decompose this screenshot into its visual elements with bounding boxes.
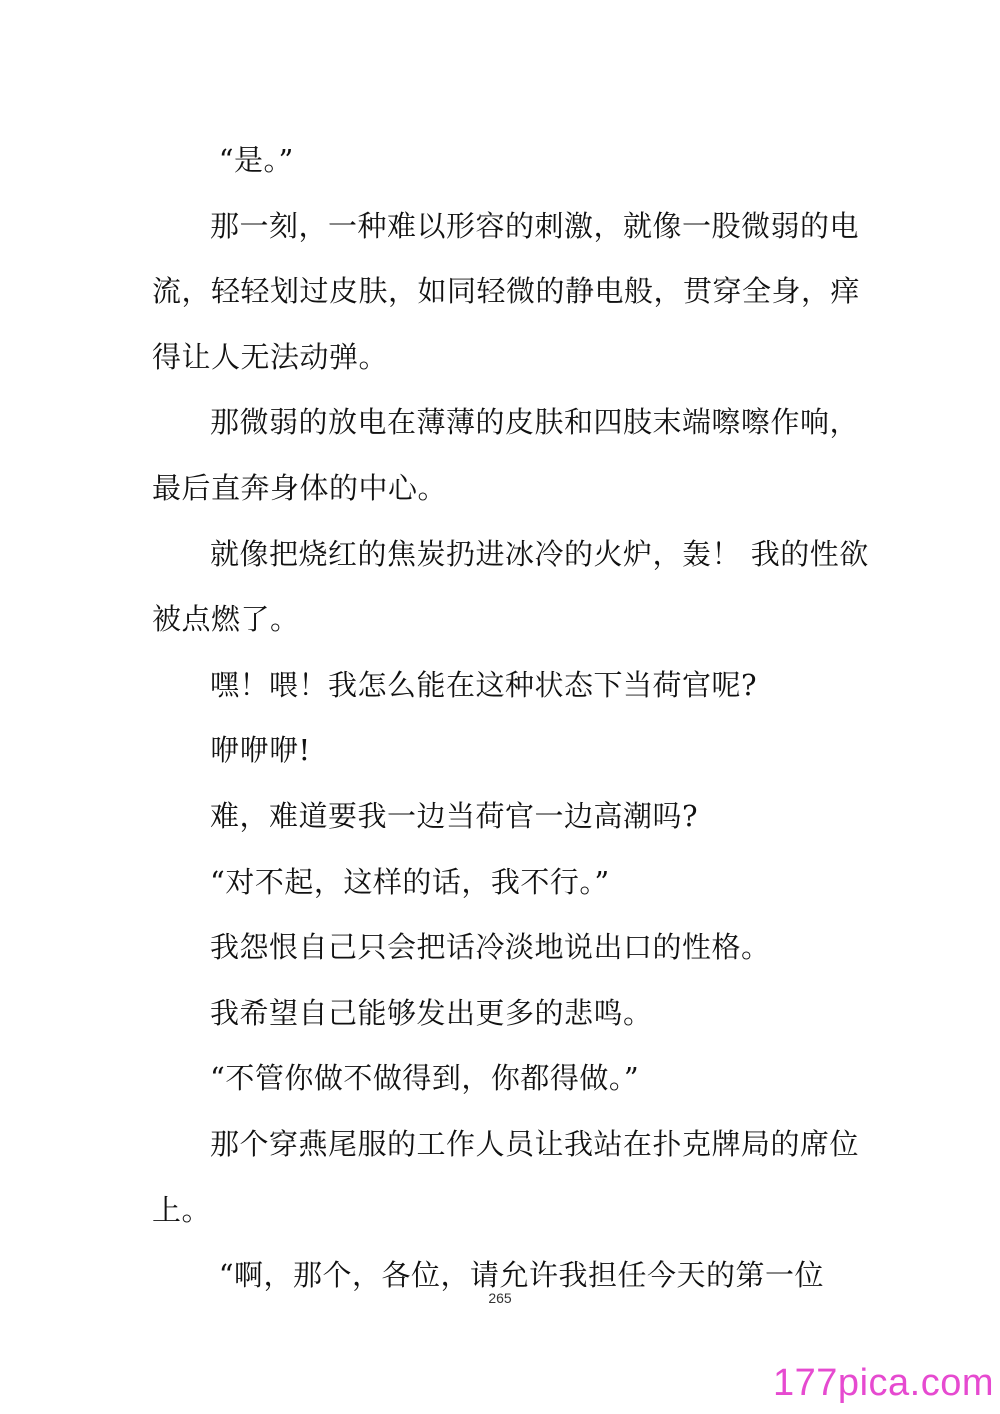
paragraph: 那一刻，一种难以形容的刺激，就像一股微弱的电流，轻轻划过皮肤，如同轻微的静电般，贯穿全身，痒得让人无法动弹。 xyxy=(152,208,861,374)
paragraph: “不管你做不做得到，你都得做。” xyxy=(210,1061,640,1096)
paragraph: 就像把烧红的焦炭扔进冰冷的火炉，轰！ 我的性欲被点燃了。 xyxy=(152,536,869,637)
paragraph: “是。” xyxy=(218,143,294,177)
page-number: 265 xyxy=(488,1290,512,1306)
watermark: 177pica.com xyxy=(773,1362,994,1404)
paragraph: 嘿！喂！我怎么能在这种状态下当荷官呢? xyxy=(210,667,758,702)
paragraph: 我怨恨自己只会把话冷淡地说出口的性格。 xyxy=(210,930,771,965)
paragraph: 那微弱的放电在薄薄的皮肤和四肢末端嚓嚓作响，最后直奔身体的中心。 xyxy=(152,405,860,505)
paragraph: 那个穿燕尾服的工作人员让我站在扑克牌局的席位上。 xyxy=(152,1126,860,1227)
paragraph: 咿咿咿! xyxy=(210,733,311,768)
paragraph: 难，难道要我一边当荷官一边高潮吗? xyxy=(210,798,699,833)
paragraph: “对不起，这样的话，我不行。” xyxy=(210,864,610,899)
paragraph: “啊，那个，各位，请允许我担任今天的第一位 xyxy=(218,1258,825,1293)
text-body xyxy=(152,128,872,1309)
paragraph: 我希望自己能够发出更多的悲鸣。 xyxy=(210,995,653,1030)
